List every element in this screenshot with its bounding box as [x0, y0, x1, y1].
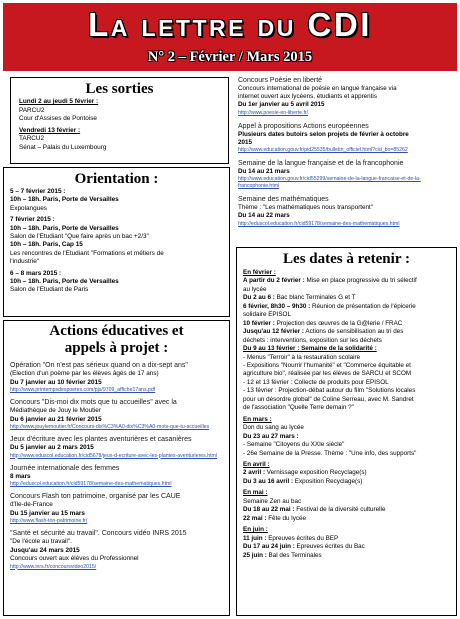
- text-line: Salon de l'Etudiant de Paris: [10, 286, 89, 294]
- action-title: "Santé et sécurité au travail". Concours vidéo INRS 2015: [10, 530, 187, 537]
- text-line: 10h – 18h. Paris, Porte de Versailles: [10, 224, 119, 232]
- date-label: Du 17 au 24 juin :: [243, 543, 295, 551]
- text-line: [243, 294, 450, 302]
- text-line: En mars :: [243, 415, 272, 423]
- action-link[interactable]: http://www.eduscol.education.fr/cid5678/jeux-d-ecriture-avec-les-plantes-aventurieres.html: [10, 452, 218, 459]
- sorties-box: [10, 77, 229, 164]
- text-line: Semaine Zen au bac: [243, 497, 302, 505]
- concours-title: Appel à propositions Actions européennes: [238, 122, 369, 130]
- concours-desc: 2015: [238, 138, 253, 146]
- date-label: 25 juin :: [243, 551, 267, 559]
- sorties-content: [17, 98, 222, 153]
- text-line: solidaire EPISOL: [243, 311, 291, 319]
- text-line: [243, 328, 450, 336]
- action-link[interactable]: http://www.flash-ton-patrimoine.fr/: [10, 518, 88, 524]
- action-title: Jeux d'écriture avec les plantes aventurières et casanières: [10, 436, 192, 443]
- action-item: [10, 464, 223, 489]
- text-line: pour un désordre global" de Coline Serreau, avec M. Sandret: [243, 395, 414, 403]
- dates-box: [236, 247, 457, 616]
- text-line: [243, 277, 450, 285]
- date-label: 6 février, 8h30 – 9h30 :: [243, 302, 311, 310]
- date-desc: Actions de sensibilisation au tri des: [304, 328, 404, 336]
- date-label: Du 18 au 22 mai :: [243, 506, 295, 514]
- date-label: 11 juin :: [243, 534, 267, 542]
- dates-content: [243, 269, 450, 560]
- concours-item: [238, 122, 457, 154]
- text-line: - 12 et 13 février : Collecte de produits pour EPISOL: [243, 378, 389, 386]
- date-desc: Projection des œuvres de la G@lerie / FRAC: [274, 319, 403, 327]
- action-title: Journée internationale des femmes: [10, 464, 120, 472]
- action-title: Opération "On n'est pas sérieux quand on a dix-sept ans": [10, 362, 188, 369]
- text-line: PARCU2: [19, 106, 45, 114]
- action-link[interactable]: http://www.jouylemoutier.fr/Concours-dis%C3%A0-dix%C3%A0-mots-que-tu-accueilles: [10, 424, 210, 430]
- text-line: 6 – 8 mars 2015 :: [10, 269, 62, 277]
- text-line: Lundi 2 au jeudi 5 février :: [19, 98, 99, 105]
- action-link[interactable]: http://eduscol.education.fr/cid59178/semaine-des-mathematiques.html: [10, 481, 172, 487]
- action-link[interactable]: http://www.printempsdespoetes.com/pjs/9709_affiche17ans.pdf: [10, 387, 156, 393]
- text-line: Les rencontres de l'Etudiant "Formations et métiers de: [10, 249, 164, 257]
- text-line: En mai :: [243, 489, 268, 497]
- date-label: Jusqu'au 12 février :: [243, 328, 304, 336]
- action-date: Du 5 janvier au 2 mars 2015: [10, 444, 94, 451]
- concours-column: [238, 76, 457, 244]
- action-title: Concours "Dis-moi dix mots que tu accueilles" avec la: [10, 399, 177, 406]
- action-desc: "De l'école au travail".: [10, 538, 72, 545]
- text-line: Vendredi 13 février :: [19, 126, 81, 134]
- action-title: Concours Flash ton patrimoine, organisé par les CAUE: [10, 493, 181, 500]
- concours-title: Concours Poésie en liberté: [238, 77, 323, 84]
- date-desc: Fête du lycée: [266, 514, 307, 522]
- text-line: [243, 303, 450, 311]
- text-line: [243, 535, 450, 543]
- concours-title: Semaine de la langue française et de la francophonie: [238, 160, 404, 168]
- text-line: déchets : interventions, exposition sur les déchets: [243, 336, 382, 344]
- text-line: Cour d'Assises de Pontoise: [19, 115, 97, 123]
- text-line: TARCU2: [19, 135, 45, 143]
- issue-subtitle: N° 2 – Février / Mars 2015: [147, 49, 313, 65]
- date-desc: Réunion de présentation de l'épicerie: [310, 302, 416, 310]
- actions-box: [3, 320, 230, 616]
- text-line: [243, 552, 450, 560]
- actions-content: [10, 361, 223, 571]
- date-label: A partir du 2 février :: [243, 277, 305, 285]
- action-extra: Concours ouvert aux élèves du Professionnel: [10, 555, 139, 562]
- action-date: Jusqu'au 24 mars 2015: [10, 546, 80, 554]
- date-desc: Bal des Terminales: [266, 551, 322, 559]
- concours-item: [238, 195, 457, 227]
- date-desc: Festival de la diversité culturelle: [294, 506, 386, 514]
- action-date: Du 7 janvier au 10 février 2015: [10, 378, 102, 386]
- concours-date: Du 1er janvier au 5 avril 2015: [238, 101, 325, 109]
- date-desc: Bac blanc Terminales G et T: [274, 294, 356, 302]
- date-label: Du 3 au 16 avril :: [243, 477, 294, 485]
- action-item: [10, 361, 223, 394]
- concours-link[interactable]: http://www.education.gouv.fr/cid55299/semaine-de-la-langue-francaise-et-de-la-francophonie.html: [238, 176, 421, 190]
- action-item: [10, 529, 223, 571]
- concours-desc: internet ouvert aux lycéens, étudiants et apprentis: [238, 93, 377, 101]
- text-line: 5 – 7 février 2015 :: [10, 188, 66, 195]
- date-desc: Mise en place progressive du tri sélectif: [304, 277, 417, 285]
- text-line: 10h – 18h. Paris, Porte de Versailles: [10, 278, 119, 286]
- text-line: au lycée: [243, 285, 267, 293]
- actions-title-line2: appels à projet :: [64, 340, 169, 356]
- text-line: [243, 478, 450, 486]
- text-line: de l'association "Quelle Terre demain ?": [243, 404, 354, 412]
- action-desc: d'Île-de-France: [10, 501, 53, 508]
- concours-link[interactable]: http://www.poesie-en-liberte.fr/: [238, 109, 309, 116]
- text-line: Du 9 au 13 février : Semaine de la solidarité :: [243, 345, 377, 353]
- date-desc: Exposition Recyclage(s): [293, 477, 363, 485]
- orientation-content: [10, 188, 223, 295]
- text-line: Sénat – Palais du Luxembourg: [19, 143, 107, 151]
- concours-desc: Plusieurs dates butoirs selon projets de février à octobre: [238, 130, 409, 138]
- text-line: - 26e Semaine de la Presse. Thème : "Une info, des supports": [243, 449, 417, 457]
- text-line: - Menus "Terroir" à la restauration scolaire: [243, 353, 361, 361]
- text-line: Salon de l'Etudiant "Que faire après un bac +2/3": [10, 233, 149, 241]
- text-line: - Semaine "Citoyens du XXIe siècle": [243, 441, 345, 449]
- sorties-title: Les sorties: [85, 81, 154, 97]
- action-item: [10, 398, 223, 431]
- text-line: [243, 506, 450, 514]
- action-desc: Médiathèque de Jouy le Moutier: [10, 407, 101, 414]
- concours-title: Semaine des mathématiques: [238, 196, 329, 204]
- concours-link[interactable]: http://eduscol.education.fr/cid59178/semaine-des-mathematiques.html: [238, 220, 400, 227]
- concours-desc: Thème : "Les mathématiques nous transportent": [238, 204, 374, 212]
- dates-title: Les dates à retenir :: [283, 251, 410, 267]
- text-line: [243, 515, 450, 523]
- action-item: [10, 435, 223, 460]
- orientation-box: [3, 167, 230, 317]
- concours-date: Du 14 au 22 mars: [238, 212, 290, 220]
- action-date: Du 6 janvier au 21 février 2015: [10, 415, 102, 423]
- date-desc: Epreuves écrites du Bac: [294, 543, 365, 551]
- text-line: l'industrie": [10, 258, 40, 266]
- text-line: - 13 février : Projection-débat autour du film "Solutions locales: [243, 387, 416, 395]
- text-line: 10h – 18h. Paris, Porte de Versailles: [10, 196, 119, 204]
- action-date: 8 mars: [10, 472, 31, 480]
- action-desc: (Election d'un poème par les élèves âgés de 17 ans): [10, 370, 159, 377]
- concours-link[interactable]: http://www.education.gouv.fr/pid25535/bulletin_officiel.html?cid_bo=85262: [238, 147, 408, 154]
- text-line: agriculture bio", réalisée par les élèves de SARCU et SCOM: [243, 370, 412, 378]
- concours-item: [238, 159, 457, 190]
- text-line: [243, 469, 450, 477]
- action-link[interactable]: http://www.inrs.fr/concoursvideo2015/: [10, 563, 97, 570]
- action-date: Du 15 janvier au 15 mars: [10, 509, 85, 517]
- concours-date: Du 14 au 21 mars: [238, 168, 290, 176]
- text-line: 10h – 18h. Paris, Cap 15: [10, 241, 83, 249]
- text-line: - Expositions "Nourrir l'humanité" et "Commerce équitable et: [243, 361, 411, 369]
- date-label: 10 février :: [243, 319, 275, 327]
- concours-desc: Concours international de poésie en langue française via: [238, 85, 397, 92]
- text-line: 7 février 2015 :: [10, 216, 55, 224]
- concours-item: [238, 76, 457, 117]
- date-label: Du 2 au 6 :: [243, 294, 275, 302]
- date-label: 2 avril :: [243, 469, 266, 477]
- text-line: Don du sang au lycée: [243, 424, 304, 432]
- orientation-title: Orientation :: [74, 171, 159, 187]
- date-desc: Epreuves écrites du BEP: [266, 534, 339, 542]
- newsletter-title: La lettre du CDI: [88, 6, 372, 43]
- date-label: 22 mai :: [243, 514, 267, 522]
- date-desc: Vernissage exposition Recyclage(s): [265, 469, 367, 477]
- action-item: [10, 492, 223, 525]
- text-line: [243, 543, 450, 551]
- text-line: En juin :: [243, 526, 268, 534]
- actions-title-line1: Actions éducatives et: [49, 323, 184, 339]
- text-line: Du 23 au 27 mars :: [243, 432, 299, 440]
- text-line: En avril :: [243, 460, 270, 468]
- text-line: [243, 320, 450, 328]
- text-line: En février :: [243, 269, 276, 276]
- text-line: Expolangues: [10, 204, 47, 212]
- header-banner: [3, 3, 457, 71]
